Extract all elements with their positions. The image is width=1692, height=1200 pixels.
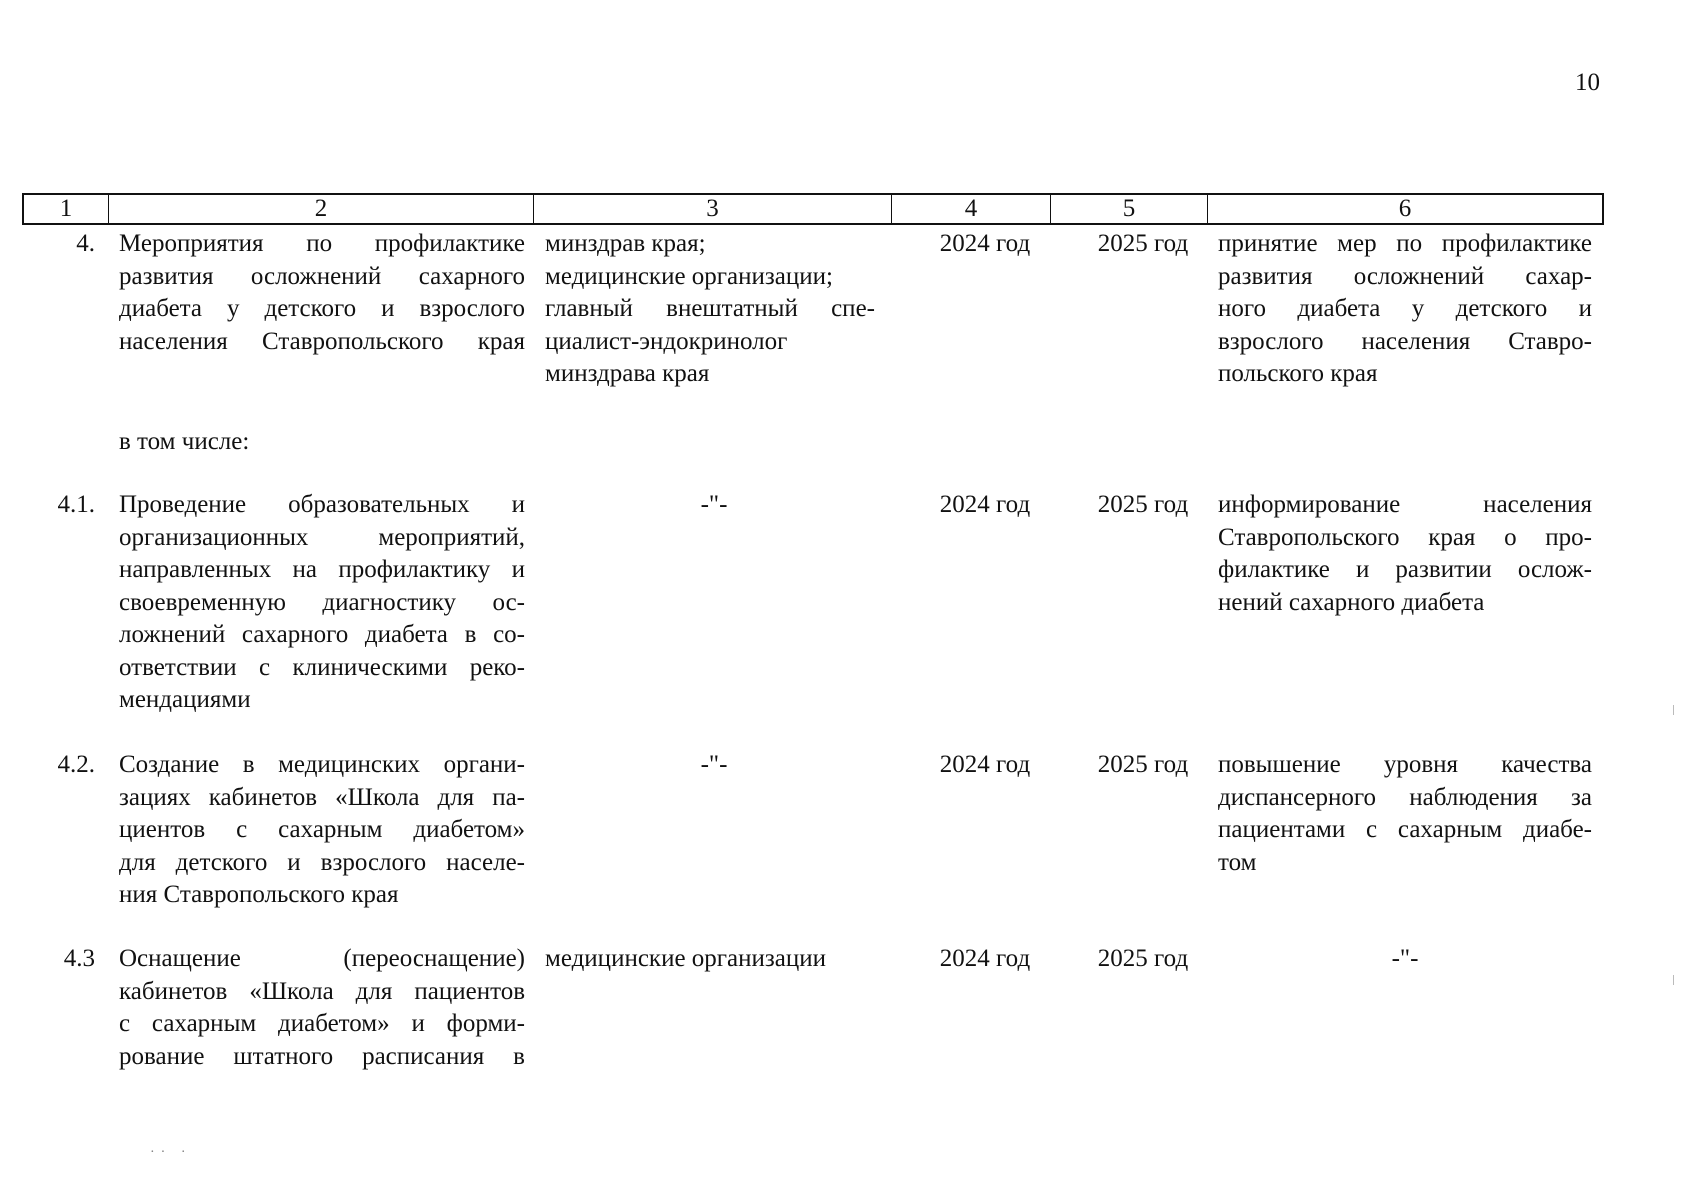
- column-header-1: 1: [24, 195, 109, 223]
- table-header-row: [22, 193, 1604, 225]
- responsible-line: циалист-эндокринолог: [545, 327, 788, 355]
- responsible-line: медицинские организации: [545, 945, 827, 972]
- responsible-line: главный внештатный спе-: [545, 295, 875, 322]
- measure-name-line: ответствии с клиническими реко-: [119, 653, 525, 681]
- row-number: 4.3: [63, 945, 95, 972]
- responsible-executors: [545, 228, 883, 391]
- result-line: диспансерного наблюдения за: [1218, 783, 1592, 811]
- end-date: 2025 год: [1097, 491, 1189, 518]
- measure-name-line: своевременную диагностику ос-: [119, 588, 525, 616]
- column-header-2: 2: [109, 195, 534, 223]
- measure-name-line: рование штатного расписания в: [119, 1042, 525, 1070]
- responsible-executors: [545, 749, 883, 782]
- measure-name: [119, 228, 525, 358]
- scan-edge-mark: [1673, 975, 1674, 985]
- measure-name: [119, 943, 525, 1073]
- measure-name-line: для детского и взрослого населе-: [119, 848, 525, 876]
- end-date: 2025 год: [1097, 945, 1189, 972]
- measure-name-line: зациях кабинетов «Школа для па-: [119, 783, 525, 811]
- result-line: развития осложнений сахар-: [1218, 262, 1592, 290]
- row-number: 4.: [76, 230, 95, 257]
- end-date: 2025 год: [1097, 230, 1189, 257]
- start-date: 2024 год: [939, 230, 1031, 257]
- measure-name-line: диабета у детского и взрослого: [119, 295, 525, 322]
- responsible-executors: [545, 943, 883, 976]
- measure-name-line: мендациями: [119, 686, 251, 713]
- column-header-4: 4: [892, 195, 1051, 223]
- result-line: принятие мер по профилактике: [1218, 230, 1592, 257]
- measure-name-line: кабинетов «Школа для пациентов: [119, 977, 525, 1005]
- measure-name-line: с сахарным диабетом» и форми-: [119, 1010, 525, 1037]
- expected-result: [1218, 943, 1592, 976]
- column-header-6: 6: [1398, 195, 1412, 222]
- result-line: информирование населения: [1218, 491, 1592, 518]
- column-header-3: 3: [534, 195, 892, 223]
- result-line: том: [1218, 848, 1257, 876]
- responsible-line: минздрава края: [545, 360, 710, 387]
- scan-edge-mark: [1673, 705, 1674, 715]
- start-date: 2024 год: [939, 491, 1031, 518]
- measure-name-line: Мероприятия по профилактике: [119, 230, 525, 257]
- ditto-mark: -"-: [700, 751, 728, 778]
- result-line: польского края: [1218, 360, 1378, 387]
- measure-name-line: направленных на профилактику и: [119, 556, 525, 583]
- measure-name-line: циентов с сахарным диабетом»: [119, 816, 525, 843]
- responsible-line: минздрав края;: [545, 230, 706, 257]
- end-date: 2025 год: [1097, 751, 1189, 778]
- expected-result: [1218, 749, 1592, 879]
- responsible-executors: [545, 489, 883, 522]
- including-label: в том числе:: [119, 428, 250, 455]
- measure-name-line: организационных мероприятий,: [119, 523, 525, 551]
- measure-name: [119, 489, 525, 717]
- scan-specks: ·· ·: [150, 1145, 192, 1160]
- column-header-5: 5: [1051, 195, 1208, 223]
- measure-name-line: Создание в медицинских органи-: [119, 751, 525, 778]
- row-number: 4.1.: [57, 491, 95, 518]
- measure-name-line: развития осложнений сахарного: [119, 262, 525, 290]
- page-number: 10: [1575, 69, 1600, 96]
- result-line: взрослого населения Ставро-: [1218, 327, 1592, 355]
- start-date: 2024 год: [939, 945, 1031, 972]
- measure-name-line: ложнений сахарного диабета в со-: [119, 621, 525, 648]
- measure-name-line: ния Ставропольского края: [119, 881, 399, 908]
- expected-result: [1218, 228, 1592, 391]
- result-line: нений сахарного диабета: [1218, 588, 1485, 616]
- start-date: 2024 год: [939, 751, 1031, 778]
- measure-name: [119, 749, 525, 912]
- responsible-line: медицинские организации;: [545, 262, 833, 290]
- measure-name-line: Проведение образовательных и: [119, 491, 525, 518]
- result-line: ного диабета у детского и: [1218, 295, 1592, 322]
- row-number: 4.2.: [57, 751, 95, 778]
- expected-result: [1218, 489, 1592, 619]
- result-line: повышение уровня качества: [1218, 751, 1592, 778]
- result-line: пациентами с сахарным диабе-: [1218, 816, 1592, 843]
- measure-name-line: Оснащение (переоснащение): [119, 945, 525, 972]
- result-line: филактике и развитии ослож-: [1218, 556, 1592, 583]
- measure-name-line: населения Ставропольского края: [119, 327, 525, 355]
- ditto-mark: -"-: [1391, 945, 1419, 972]
- result-line: Ставропольского края о про-: [1218, 523, 1592, 551]
- ditto-mark: -"-: [700, 491, 728, 518]
